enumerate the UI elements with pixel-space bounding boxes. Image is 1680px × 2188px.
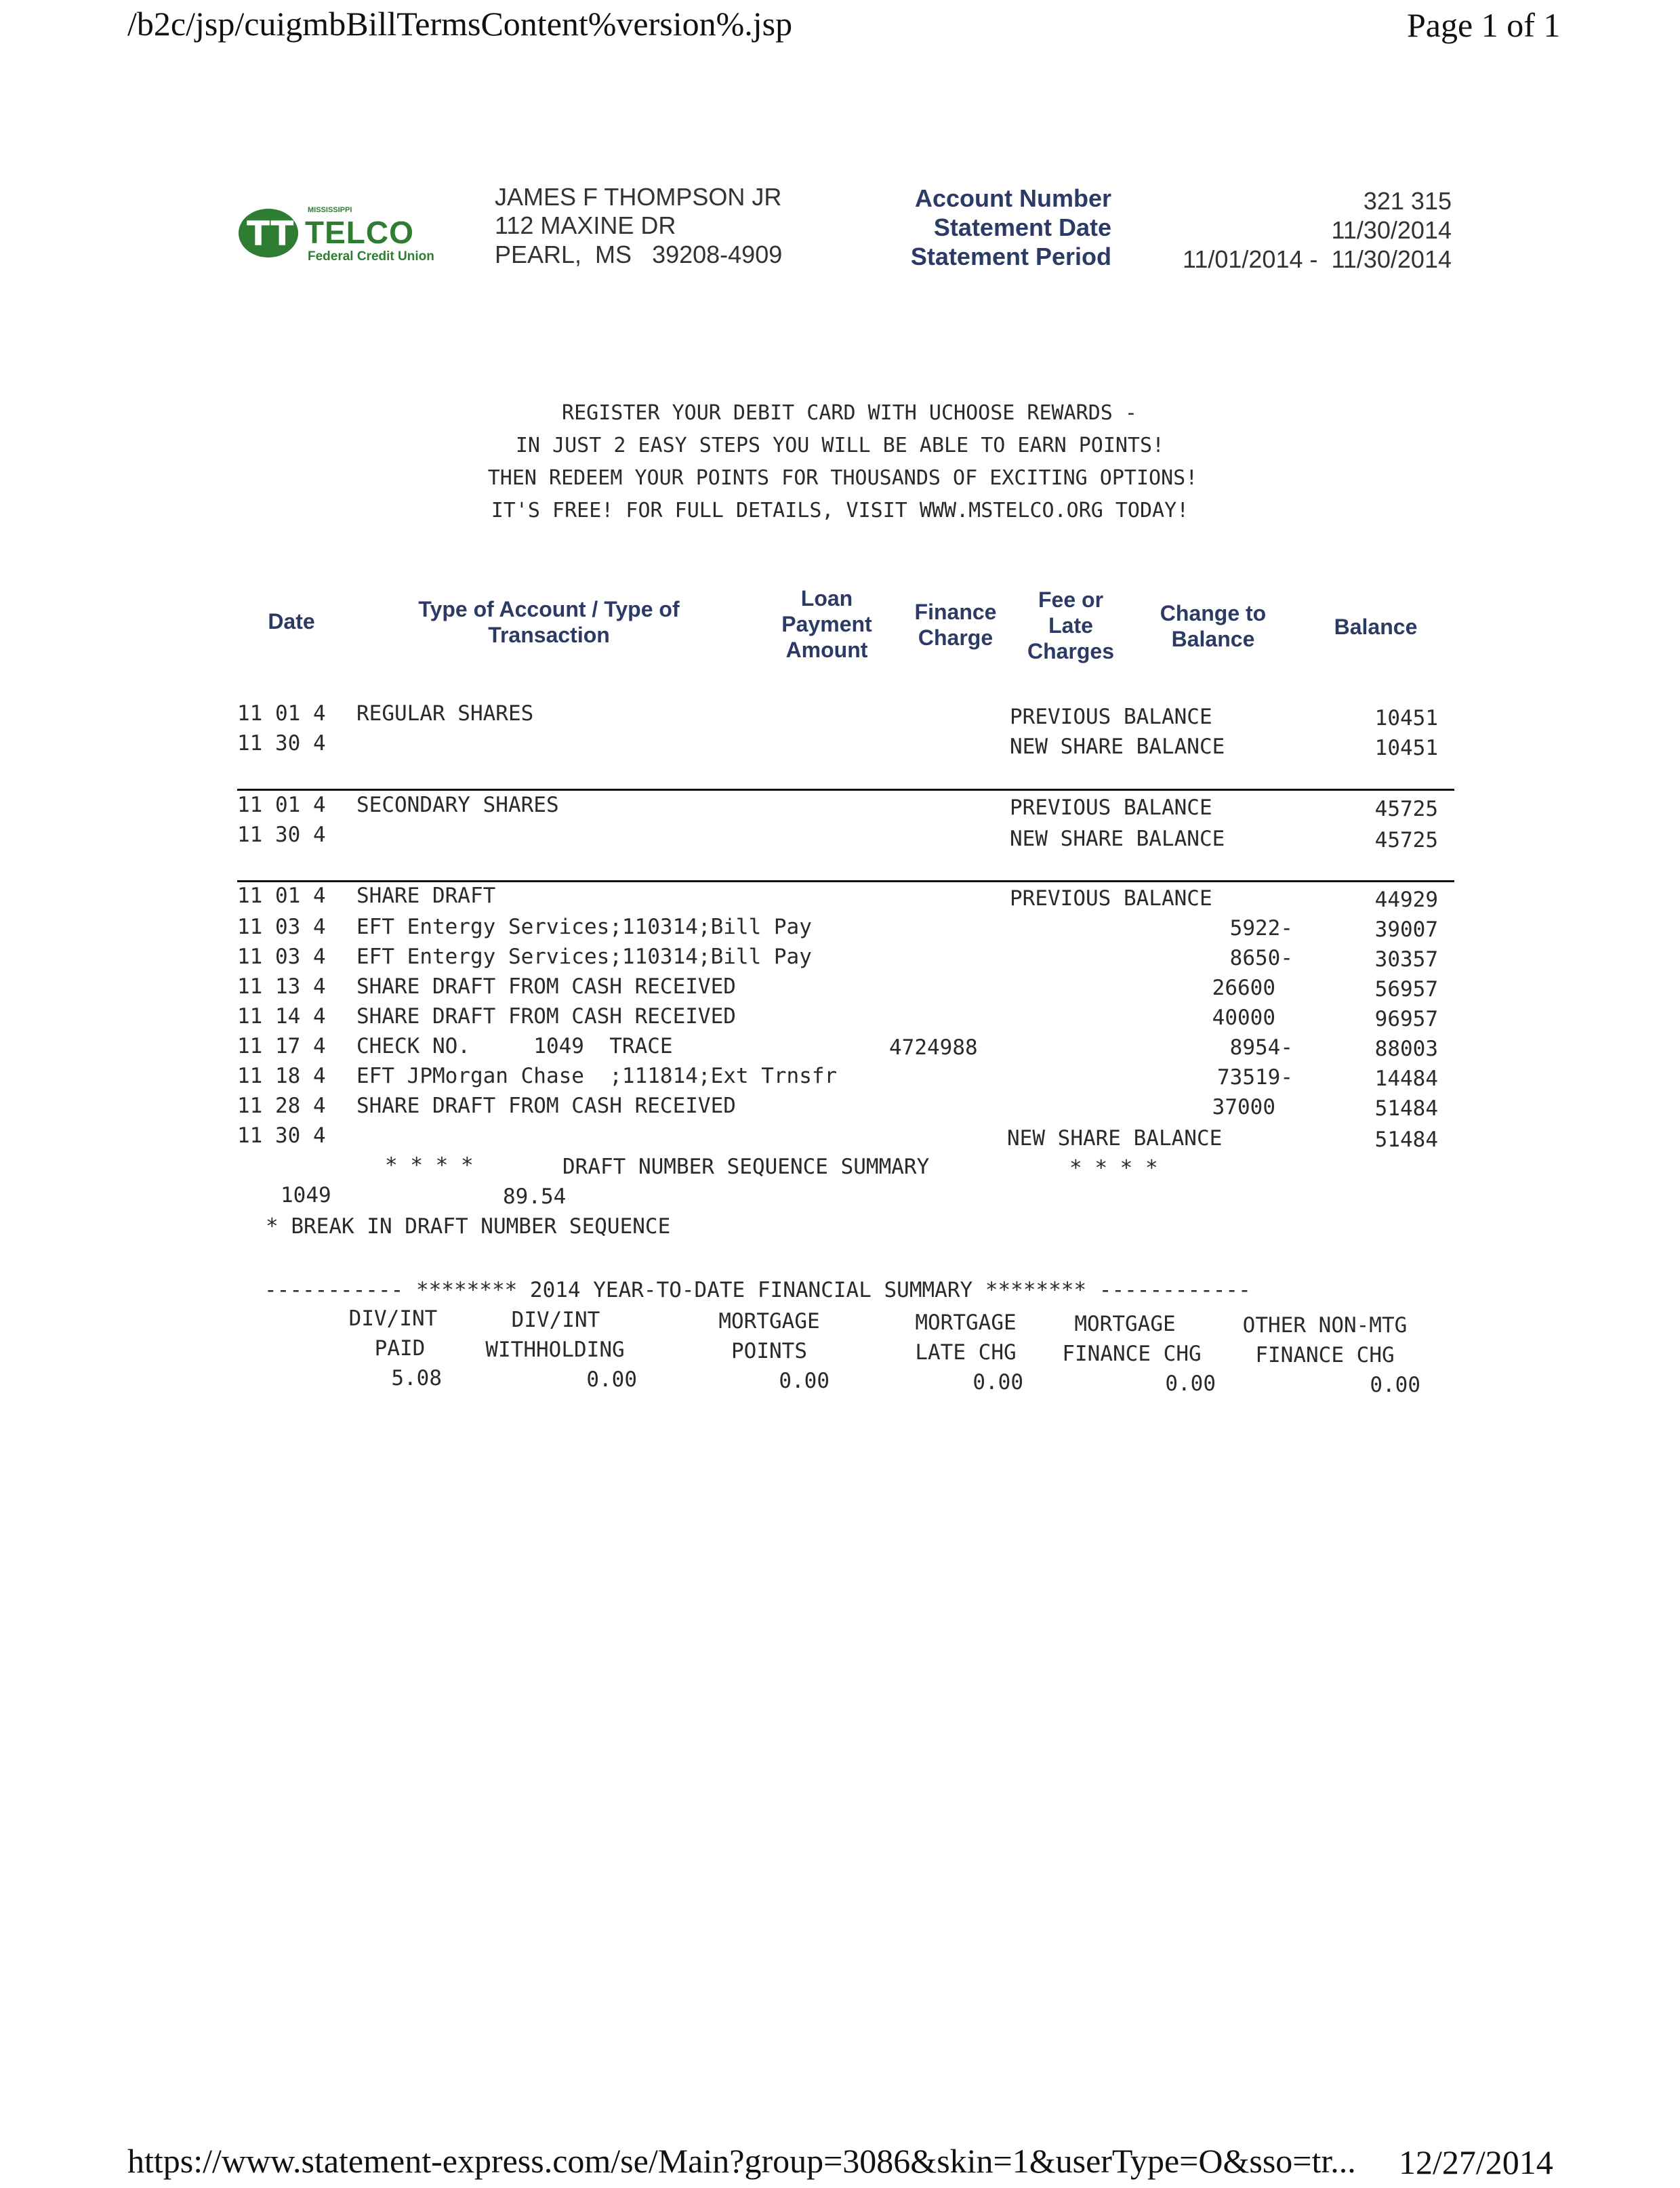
row-trace-number: 4724988: [889, 1035, 978, 1060]
account-number: 321 315: [1363, 187, 1452, 215]
draft-number: 1049: [281, 1183, 331, 1207]
logo-subtitle: Federal Credit Union: [308, 249, 434, 264]
ytd-value: 0.00: [1165, 1371, 1216, 1396]
row-date: 11 01 4: [237, 884, 326, 908]
col-header-type: Type of Account / Type of Transaction: [418, 597, 680, 647]
promo-line: IN JUST 2 EASY STEPS YOU WILL BE ABLE TO EARN POINTS!: [515, 434, 1165, 457]
ytd-col-heading: DIV/INT: [348, 1306, 438, 1331]
row-balance: 45725: [1374, 797, 1438, 821]
row-description: SHARE DRAFT FROM CASH RECEIVED: [356, 1094, 736, 1118]
col-header-fee: Fee or Late Charges: [1027, 587, 1115, 663]
row-note: PREVIOUS BALANCE: [1010, 705, 1212, 729]
member-name: JAMES F THOMPSON JR: [495, 183, 782, 211]
ytd-col-heading: POINTS: [731, 1339, 807, 1363]
svg-text:TT: TT: [247, 214, 294, 253]
ytd-col-heading: WITHHOLDING: [485, 1338, 625, 1362]
ytd-col-heading: PAID: [374, 1336, 426, 1361]
ytd-col-heading: DIV/INT: [511, 1308, 600, 1332]
row-balance: 10451: [1374, 736, 1438, 760]
logo-name: TELCO: [305, 215, 414, 250]
row-description: EFT Entergy Services;110314;Bill Pay: [356, 945, 812, 969]
row-note: PREVIOUS BALANCE: [1010, 796, 1212, 820]
ytd-col-heading: OTHER NON-MTG: [1242, 1313, 1408, 1338]
row-change: 37000: [1212, 1095, 1275, 1119]
statement-period: 11/01/2014 - 11/30/2014: [1182, 245, 1452, 273]
row-description: SHARE DRAFT: [356, 884, 496, 908]
row-balance: 14484: [1374, 1067, 1438, 1091]
row-note: NEW SHARE BALANCE: [1007, 1126, 1223, 1151]
col-header-date: Date: [268, 609, 315, 634]
row-date: 11 28 4: [237, 1094, 326, 1118]
ytd-value: 0.00: [586, 1367, 637, 1392]
row-note: NEW SHARE BALANCE: [1010, 827, 1225, 851]
row-description: REGULAR SHARES: [356, 701, 534, 726]
row-balance: 51484: [1374, 1128, 1438, 1152]
section-divider: [237, 880, 1454, 882]
page-path: /b2c/jsp/cuigmbBillTermsContent%version%.jsp: [127, 5, 793, 43]
row-balance: 10451: [1374, 706, 1438, 730]
row-change: 8954-: [1229, 1035, 1293, 1060]
row-date: 11 03 4: [237, 945, 326, 969]
row-balance: 51484: [1374, 1096, 1438, 1121]
statement-date-label: Statement Date: [933, 213, 1111, 241]
page-number: Page 1 of 1: [1407, 6, 1561, 44]
col-header-change: Change to Balance: [1160, 601, 1267, 651]
row-date: 11 30 4: [237, 1123, 326, 1148]
account-number-label: Account Number: [914, 184, 1111, 212]
member-city: PEARL, MS 39208-4909: [495, 241, 783, 268]
row-change: 26600: [1212, 976, 1275, 1000]
member-street: 112 MAXINE DR: [495, 211, 676, 239]
statement-date: 11/30/2014: [1331, 216, 1452, 244]
row-date: 11 14 4: [237, 1004, 326, 1029]
ytd-col-heading: MORTGAGE: [915, 1310, 1017, 1335]
ytd-value: 0.00: [972, 1370, 1023, 1395]
draft-break-note: * BREAK IN DRAFT NUMBER SEQUENCE: [266, 1214, 671, 1239]
ytd-col-heading: MORTGAGE: [1074, 1312, 1176, 1336]
draft-amount: 89.54: [503, 1184, 567, 1209]
telco-logo-icon: [237, 206, 300, 260]
row-description: CHECK NO. 1049 TRACE: [356, 1034, 673, 1058]
row-date: 11 18 4: [237, 1064, 326, 1088]
row-date: 11 13 4: [237, 974, 326, 999]
row-balance: 44929: [1374, 888, 1438, 912]
row-date: 11 03 4: [237, 915, 326, 939]
row-change: 5922-: [1229, 916, 1293, 941]
row-description: SHARE DRAFT FROM CASH RECEIVED: [356, 1004, 736, 1029]
row-date: 11 17 4: [237, 1034, 326, 1058]
ytd-value: 0.00: [779, 1369, 829, 1393]
draft-summary-stars-left: * * * *: [385, 1153, 474, 1178]
row-balance: 39007: [1374, 917, 1438, 942]
col-header-finance: Finance Charge: [914, 600, 997, 650]
promo-line: REGISTER YOUR DEBIT CARD WITH UCHOOSE REWARDS -: [562, 401, 1137, 425]
row-balance: 45725: [1374, 828, 1438, 852]
section-divider: [237, 789, 1454, 791]
ytd-col-heading: MORTGAGE: [718, 1309, 820, 1334]
row-date: 11 30 4: [237, 823, 326, 847]
statement-period-label: Statement Period: [910, 243, 1111, 270]
row-description: SHARE DRAFT FROM CASH RECEIVED: [356, 974, 736, 999]
row-balance: 30357: [1374, 947, 1438, 972]
ytd-col-heading: FINANCE CHG: [1255, 1343, 1395, 1367]
promo-line: IT'S FREE! FOR FULL DETAILS, VISIT WWW.MSTELCO.ORG TODAY!: [491, 499, 1189, 522]
footer-date: 12/27/2014: [1399, 2143, 1553, 2181]
promo-line: THEN REDEEM YOUR POINTS FOR THOUSANDS OF EXCITING OPTIONS!: [487, 466, 1198, 490]
row-note: NEW SHARE BALANCE: [1010, 735, 1225, 759]
row-date: 11 30 4: [237, 731, 326, 756]
row-date: 11 01 4: [237, 793, 326, 817]
draft-summary-title: DRAFT NUMBER SEQUENCE SUMMARY: [562, 1155, 930, 1179]
row-balance: 56957: [1374, 977, 1438, 1002]
row-description: SECONDARY SHARES: [356, 793, 559, 817]
ytd-col-heading: LATE CHG: [915, 1340, 1017, 1365]
draft-summary-stars-right: * * * *: [1069, 1156, 1158, 1180]
col-header-balance: Balance: [1334, 615, 1418, 639]
row-change: 73519-: [1217, 1065, 1293, 1090]
telco-logo: [237, 203, 454, 264]
ytd-value: 0.00: [1370, 1373, 1420, 1397]
row-description: EFT Entergy Services;110314;Bill Pay: [356, 915, 812, 939]
logo-small-text: MISSISSIPPI: [308, 206, 352, 214]
col-header-loan: Loan Payment Amount: [781, 586, 872, 662]
row-change: 8650-: [1229, 946, 1293, 970]
row-description: EFT JPMorgan Chase ;111814;Ext Trnsfr: [356, 1064, 838, 1088]
footer-url[interactable]: https://www.statement-express.com/se/Main?group=3086&skin=1&userType=O&sso=tr...: [127, 2142, 1356, 2180]
row-note: PREVIOUS BALANCE: [1010, 886, 1212, 911]
row-change: 40000: [1212, 1006, 1275, 1030]
row-balance: 88003: [1374, 1037, 1438, 1061]
row-balance: 96957: [1374, 1007, 1438, 1031]
row-date: 11 01 4: [237, 701, 326, 726]
ytd-value: 5.08: [391, 1366, 442, 1390]
ytd-title: ----------- ******** 2014 YEAR-TO-DATE FINANCIAL SUMMARY ******** ------------: [264, 1278, 1251, 1302]
ytd-col-heading: FINANCE CHG: [1062, 1342, 1202, 1366]
